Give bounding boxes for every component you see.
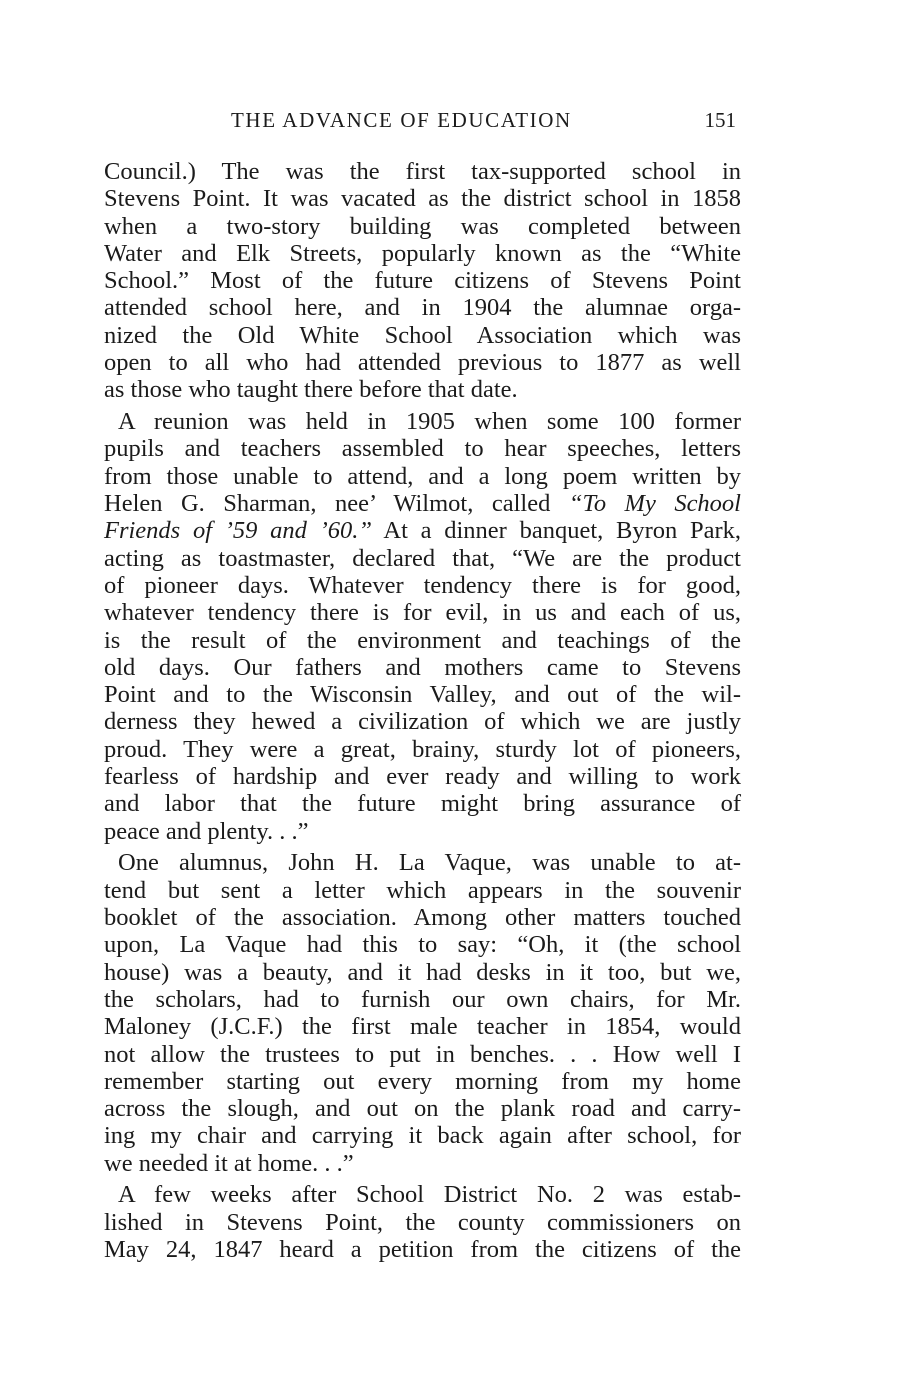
paragraph-1 [104, 158, 741, 404]
page-number: 151 [704, 108, 736, 132]
text-line: remember starting out every morning from my home [104, 1067, 741, 1095]
running-title: THE ADVANCE OF EDUCATION [231, 108, 572, 132]
text-line: peace and plenty. . .” [104, 817, 309, 845]
text-fragment: At a dinner banquet, Byron Park, [372, 517, 742, 545]
text-line: across the slough, and out on the plank road and carry- [104, 1095, 741, 1123]
text-line: and labor that the future might bring assurance of [104, 790, 741, 818]
text-line: fearless of hardship and ever ready and willing to work [104, 763, 741, 791]
text-line: the scholars, had to furnish our own chairs, for Mr. [104, 985, 741, 1013]
text-line: whatever tendency there is for evil, in us and each of us, [104, 599, 741, 627]
text-line: proud. They were a great, brainy, sturdy lot of pioneers, [104, 735, 741, 763]
text-line [104, 517, 741, 544]
text-line: nized the Old White School Association which was [104, 321, 741, 349]
text-line: pupils and teachers assembled to hear speeches, letters [104, 435, 741, 463]
text-line: attended school here, and in 1904 the alumnae orga- [104, 294, 741, 322]
running-head [103, 108, 740, 142]
text-line: not allow the trustees to put in benches. . . How well I [104, 1040, 741, 1068]
paragraph-4 [104, 1181, 741, 1263]
text-line: upon, La Vaque had this to say: “Oh, it (the school [104, 931, 741, 959]
text-line: School.” Most of the future citizens of Stevens Point [104, 267, 741, 295]
text-line: May 24, 1847 heard a petition from the citizens of the [104, 1236, 741, 1264]
poem-title-part-2: Friends of ’59 and ’60.” [104, 517, 373, 545]
text-line [104, 490, 741, 517]
text-line: derness they hewed a civilization of which we are justly [104, 708, 741, 736]
paragraph-2 [104, 408, 741, 845]
text-line: lished in Stevens Point, the county commissioners on [104, 1208, 741, 1236]
text-line: Point and to the Wisconsin Valley, and out of the wil- [104, 681, 741, 709]
text-line: acting as toastmaster, declared that, “We are the product [104, 544, 741, 572]
text-line: open to all who had attended previous to 1877 as well [104, 349, 741, 377]
text-line: Water and Elk Streets, popularly known as the “White [104, 239, 741, 267]
text-fragment: Helen G. Sharman, nee’ Wilmot, called [104, 490, 569, 518]
text-line: Council.) The was the first tax-supported school in [104, 158, 741, 185]
text-line: from those unable to attend, and a long poem written by [104, 462, 741, 490]
text-line: as those who taught there before that date. [104, 376, 518, 404]
text-line: One alumnus, John H. La Vaque, was unable to at- [118, 849, 741, 877]
text-line: old days. Our fathers and mothers came to Stevens [104, 653, 741, 681]
text-line: booklet of the association. Among other matters touched [104, 904, 741, 932]
paragraph-3 [104, 849, 741, 1177]
text-line: A few weeks after School District No. 2 was estab- [118, 1181, 741, 1209]
text-line: is the result of the environment and teachings of the [104, 626, 741, 654]
text-line: tend but sent a letter which appears in the souvenir [104, 876, 741, 904]
text-line: A reunion was held in 1905 when some 100 former [118, 408, 741, 436]
text-line: house) was a beauty, and it had desks in it too, but we, [104, 958, 741, 986]
body-text [104, 158, 741, 1268]
text-line: ing my chair and carrying it back again after school, for [104, 1122, 741, 1150]
text-line: Maloney (J.C.F.) the first male teacher in 1854, would [104, 1013, 741, 1041]
text-line: of pioneer days. Whatever tendency there is for good, [104, 571, 741, 599]
text-line: when a two-story building was completed between [104, 212, 741, 240]
poem-title-part-1: “To My School [568, 490, 741, 518]
text-line: Stevens Point. It was vacated as the district school in 1858 [104, 185, 741, 213]
text-line: we needed it at home. . .” [104, 1149, 354, 1177]
